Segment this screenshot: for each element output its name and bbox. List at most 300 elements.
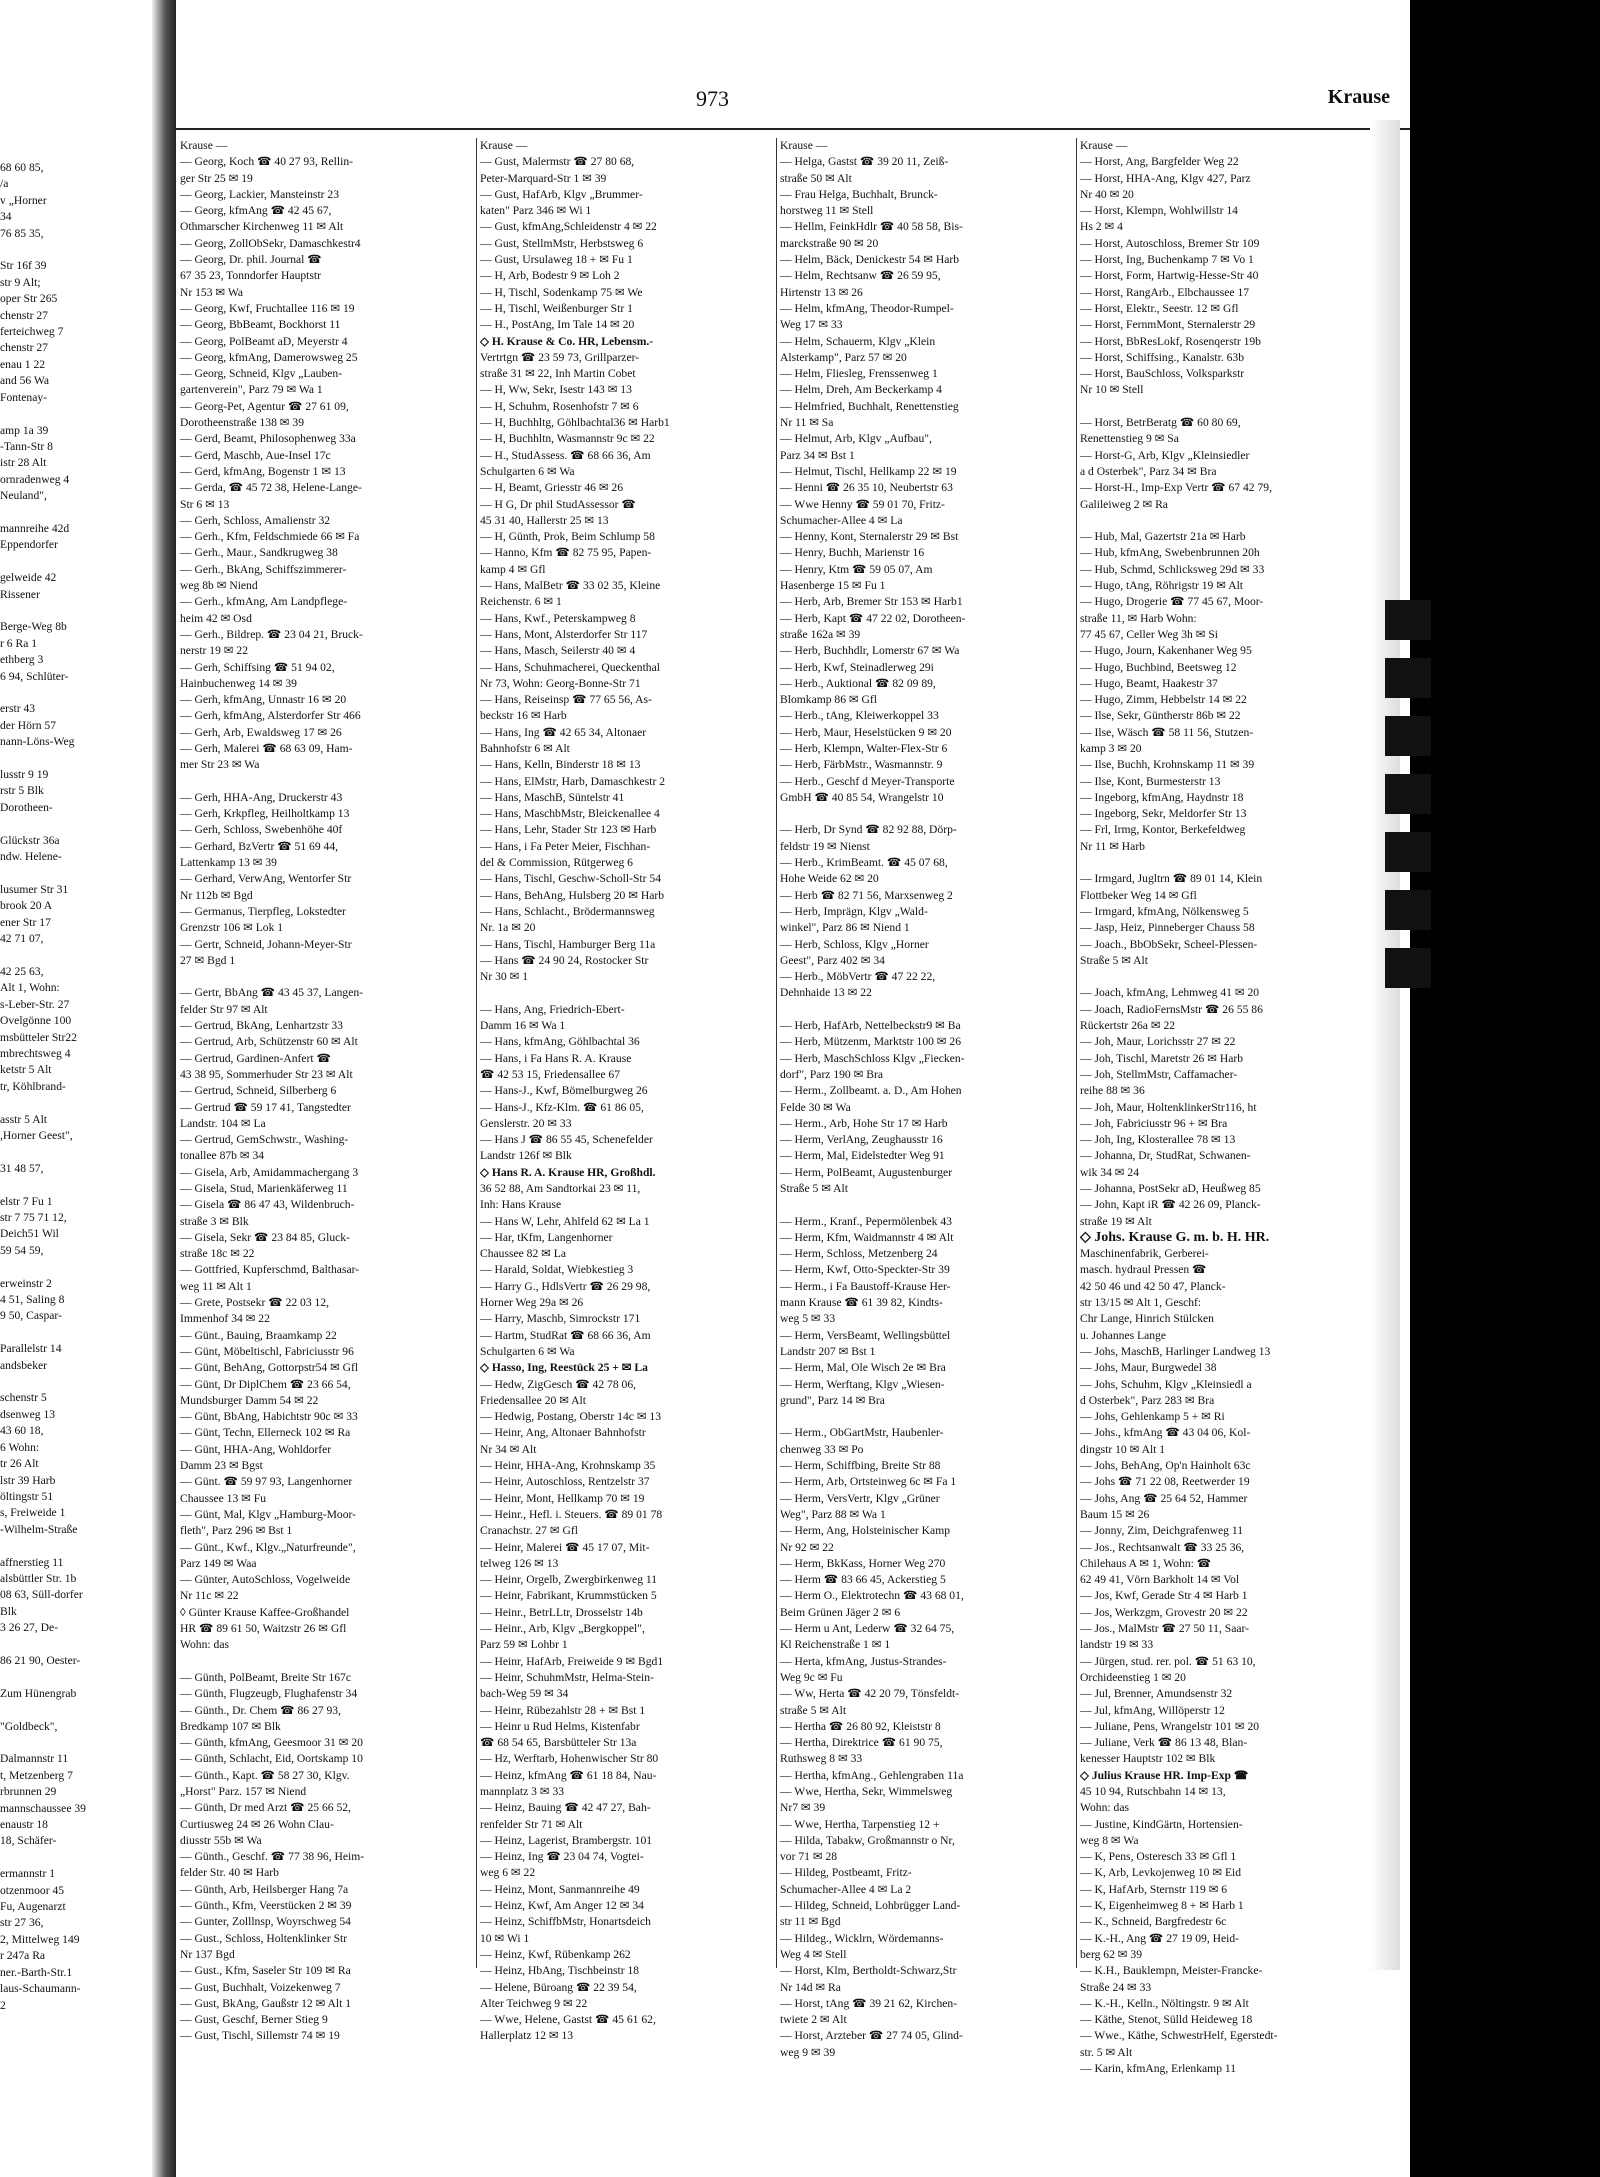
directory-entry-line: — H, Beamt, Griesstr 46 ✉ 26 — [480, 481, 624, 495]
directory-entry-line: — Horst, BetrBeratg ☎ 60 80 69, — [1080, 416, 1241, 430]
directory-entry-line: 36 52 88, Am Sandtorkai 23 ✉ 11, — [480, 1182, 641, 1195]
directory-entry-line: fleth", Parz 296 ✉ Bst 1 — [180, 1524, 293, 1538]
facing-page-line: 68 60 85, — [0, 161, 44, 174]
directory-entry-line: — Gertr, BbAng ☎ 43 45 37, Langen- — [180, 986, 364, 1000]
directory-entry-line: — Gerda, ☎ 45 72 38, Helene-Lange- — [180, 481, 362, 495]
directory-entry-line: — K, Arb, Levkojenweg 10 ✉ Eid — [1080, 1866, 1242, 1880]
directory-entry-line: — Wwe, Hertha, Tarpenstieg 12 + — [780, 1817, 940, 1831]
directory-entry-line: — Heinr, SchuhmMstr, Helma-Stein- — [480, 1670, 654, 1684]
directory-entry-line — [1080, 969, 1360, 985]
directory-entry-line: — Hub, kfmAng, Swebenbrunnen 20h — [1080, 546, 1260, 560]
directory-entry-line: — Hans, Kwf., Peterskampweg 8 — [480, 611, 636, 625]
directory-entry-line: — Heinr, Malerei ☎ 45 17 07, Mit- — [480, 1540, 650, 1554]
directory-entry-line: — Hans, i Fa Hans R. A. Krause — [480, 1051, 632, 1065]
directory-entry-line: Galileiweg 2 ✉ Ra — [1080, 497, 1168, 511]
directory-entry-line: 62 49 41, Vörn Barkholt 14 ✉ Vol — [1080, 1573, 1240, 1587]
directory-column-4 — [1080, 138, 1360, 2076]
directory-entry-line: — Gerh., BkAng, Schiffszimmerer- — [180, 562, 347, 576]
directory-entry-line: — Gerd, kfmAng, Bogenstr 1 ✉ 13 — [180, 464, 346, 478]
directory-entry-line: — Johanna, PostSekr aD, Heußweg 85 — [1080, 1182, 1261, 1195]
directory-entry-line: — Georg, PolBeamt aD, Meyerstr 4 — [180, 334, 348, 348]
directory-entry-line: — Johanna, Dr, StudRat, Schwanen- — [1080, 1149, 1251, 1163]
facing-page-line: elstr 7 Fu 1 — [0, 1194, 53, 1208]
directory-entry-line: Othmarscher Kirchenweg 11 ✉ Alt — [180, 220, 344, 234]
directory-entry-line: — Günt. ☎ 59 97 93, Langenhorner — [180, 1475, 353, 1489]
directory-entry-line: — Johs, Ang ☎ 25 64 52, Hammer — [1080, 1491, 1248, 1505]
directory-entry-line: mer Str 23 ✉ Wa — [180, 758, 260, 772]
directory-entry-line: — H, Buchhltn, Wasmannstr 9c ✉ 22 — [480, 432, 655, 446]
facing-page-line: Berge-Weg 8b — [0, 620, 67, 634]
directory-entry-line: Nr 73, Wohn: Georg-Bonne-Str 71 — [480, 676, 641, 690]
directory-entry-line: — Hertha, Direktrice ☎ 61 90 75, — [780, 1736, 943, 1750]
directory-entry-line: Straße 5 ✉ Alt — [780, 1182, 848, 1195]
directory-entry-line: — Hans, Tischl, Geschw-Scholl-Str 54 — [480, 872, 661, 886]
directory-entry-line: — Helm, Fliesleg, Frenssenweg 1 — [780, 367, 938, 381]
directory-entry-line — [180, 774, 460, 790]
directory-entry-line: tonallee 87b ✉ 34 — [180, 1149, 265, 1163]
directory-entry-line: — Wwe, Helene, Gastst ☎ 45 61 62, — [480, 2013, 656, 2027]
directory-entry-line: — Georg, BbBeamt, Bockhorst 11 — [180, 318, 341, 332]
directory-entry-line: — H., PostAng, Im Tale 14 ✉ 20 — [480, 318, 635, 332]
directory-entry-line: — Herb, Kwf, Steinadlerweg 29i — [780, 660, 934, 674]
directory-entry-line: gartenverein", Parz 79 ✉ Wa 1 — [180, 383, 323, 397]
directory-entry-line: — Gust, kfmAng,Schleidenstr 4 ✉ 22 — [480, 220, 657, 234]
column-header-label: Krause — — [480, 139, 528, 152]
directory-entry-line: — Har, tKfm, Langenhorner — [480, 1230, 613, 1244]
directory-entry-line: — Hartm, StudRat ☎ 68 66 36, Am — [480, 1328, 651, 1342]
directory-entry-line: Hallerplatz 12 ✉ 13 — [480, 2029, 574, 2043]
directory-entry-line: — Heinr, Autoschloss, Rentzelstr 37 — [480, 1475, 650, 1489]
directory-entry-line: — Horst, Schiffsing., Kanalstr. 63b — [1080, 350, 1245, 364]
directory-entry-line: — Ingeborg, Sekr, Meldorfer Str 13 — [1080, 807, 1247, 821]
directory-entry-line: — Hertha, kfmAng., Gehlengraben 11a — [780, 1768, 964, 1782]
directory-entry-line: — Herm O., Elektrotechn ☎ 43 68 01, — [780, 1589, 964, 1603]
directory-entry-line: — Horst, Form, Hartwig-Hesse-Str 40 — [1080, 269, 1259, 283]
directory-entry-line: — Horst, tAng ☎ 39 21 62, Kirchen- — [780, 1996, 958, 2010]
directory-entry-line: horstweg 11 ✉ Stell — [780, 204, 874, 218]
directory-entry-line — [480, 985, 760, 1001]
directory-entry-line: — Günth, PolBeamt, Breite Str 167c — [180, 1670, 351, 1684]
directory-entry-line: d Osterbek", Parz 283 ✉ Bra — [1080, 1393, 1215, 1407]
directory-entry-line: Blomkamp 86 ✉ Gfl — [780, 693, 877, 707]
directory-entry-line: — Hellm, FeinkHdlr ☎ 40 58 58, Bis- — [780, 220, 963, 234]
directory-entry-line: — Johs, BehAng, Op'n Hainholt 63c — [1080, 1459, 1251, 1473]
directory-entry-line: Friedensallee 20 ✉ Alt — [480, 1393, 586, 1407]
directory-entry-line: katen" Parz 346 ✉ Wi 1 — [480, 204, 592, 218]
facing-page-line: der Hörn 57 — [0, 718, 57, 732]
directory-entry-line: — Gerhard, VerwAng, Wentorfer Str — [180, 872, 352, 886]
directory-entry-line: Hs 2 ✉ 4 — [1080, 220, 1123, 234]
directory-entry-line: Hasenberge 15 ✉ Fu 1 — [780, 579, 886, 593]
page-header — [176, 86, 1410, 126]
facing-page-line — [0, 1850, 152, 1866]
facing-page-line: lusumer Str 31 — [0, 882, 69, 896]
directory-entry-line: — Herm u Ant, Lederw ☎ 32 64 75, — [780, 1622, 955, 1636]
facing-page-line: erstr 43 — [0, 702, 36, 716]
directory-entry-line — [180, 969, 460, 985]
facing-page-line: enaustr 18 — [0, 1818, 48, 1832]
directory-entry-line: Nr 11 ✉ Sa — [780, 416, 834, 430]
facing-page-line: Neuland", — [0, 489, 47, 503]
directory-entry-line: Baum 15 ✉ 26 — [1080, 1507, 1150, 1521]
directory-entry-line: — Hanno, Kfm ☎ 82 75 95, Papen- — [480, 546, 652, 560]
directory-entry-line: — Hans, Mont, Alsterdorfer Str 117 — [480, 627, 648, 641]
directory-entry-line: — H., StudAssess. ☎ 68 66 36, Am — [480, 448, 651, 462]
directory-columns — [180, 138, 1410, 2076]
thumb-index-marks — [1385, 600, 1445, 1900]
directory-entry-line: — Karin, kfmAng, Erlenkamp 11 — [1080, 2062, 1237, 2076]
facing-page-line: str 27 36, — [0, 1916, 44, 1930]
directory-entry-line: berg 62 ✉ 39 — [1080, 1947, 1142, 1961]
directory-entry-line: — Hertha ☎ 26 80 92, Kleiststr 8 — [780, 1719, 941, 1733]
facing-page-line: v „Horner — [0, 193, 47, 207]
directory-entry-line: chenweg 33 ✉ Po — [780, 1442, 864, 1456]
directory-entry-line: — Hans, ElMstr, Harb, Damaschkestr 2 — [480, 774, 665, 788]
facing-page-line: chenstr 27 — [0, 308, 48, 322]
directory-entry-line: — Herm, Ang, Holsteinischer Kamp — [780, 1524, 951, 1538]
directory-entry-line — [1080, 399, 1360, 415]
directory-entry-line: — Herb, Klempn, Walter-Flex-Str 6 — [780, 741, 948, 755]
directory-entry-line: — Günt, HHA-Ang, Wohldorfer — [180, 1442, 332, 1456]
directory-entry-line: — K, Eigenheimweg 8 + ✉ Harb 1 — [1080, 1899, 1244, 1913]
directory-entry-line: — Helmut, Arb, Klgv „Aufbau", — [780, 432, 932, 446]
directory-entry-line: — Herb, Dr Synd ☎ 82 92 88, Dörp- — [780, 823, 957, 837]
directory-entry-line: — Herm, BkKass, Horner Weg 270 — [780, 1556, 946, 1570]
directory-entry-line: — Gerh., Bildrep. ☎ 23 04 21, Bruck- — [180, 627, 363, 641]
directory-entry-line: — Gust., Schloss, Holtenklinker Str — [180, 1931, 348, 1945]
directory-entry-line: str. 5 ✉ Alt — [1080, 2045, 1133, 2059]
directory-entry-line: — Horst, Ang, Bargfelder Weg 22 — [1080, 155, 1239, 169]
facing-page-line — [0, 1177, 152, 1193]
directory-entry-line: — Hans, Schlacht., Brödermannsweg — [480, 904, 655, 918]
directory-entry-line: — Günth, Dr med Arzt ☎ 25 66 52, — [180, 1801, 351, 1815]
facing-page-line: alsbüttler Str. 1b — [0, 1571, 77, 1585]
directory-entry-line: 42 50 46 und 42 50 47, Planck- — [1080, 1279, 1226, 1293]
facing-page-line — [0, 406, 152, 422]
directory-entry-line: — Hildeg, Postbeamt, Fritz- — [780, 1866, 912, 1880]
directory-entry-line: dingstr 10 ✉ Alt 1 — [1080, 1442, 1166, 1456]
directory-entry-line: 10 ✉ Wi 1 — [480, 1931, 530, 1945]
directory-entry-line: Parz 34 ✉ Bst 1 — [780, 448, 855, 462]
directory-entry-line: Vertrtgn ☎ 23 59 73, Grillparzer- — [480, 350, 640, 364]
facing-page-line: 6 94, Schlüter- — [0, 669, 69, 683]
directory-entry-line: Weg 17 ✉ 33 — [780, 318, 843, 332]
directory-entry-line: — Hans, Ang, Friedrich-Ebert- — [480, 1002, 625, 1016]
facing-page-line: gelweide 42 — [0, 571, 57, 585]
facing-page-line: tr, Köhlbrand- — [0, 1079, 66, 1093]
column-divider — [1076, 138, 1077, 1968]
directory-entry-line: Landstr 126f ✉ Blk — [480, 1149, 572, 1163]
facing-page-line: Parallelstr 14 — [0, 1342, 62, 1356]
book-spine-shadow — [152, 0, 176, 2177]
directory-entry-line: — Jul, Brenner, Amundsenstr 32 — [1080, 1687, 1233, 1701]
directory-entry-line: — H, Günth, Prok, Beim Schlump 58 — [480, 530, 655, 544]
directory-entry-line: — Heinz, kfmAng ☎ 61 18 84, Nau- — [480, 1768, 657, 1782]
directory-entry-line: u. Johannes Lange — [1080, 1328, 1166, 1342]
directory-entry-line: Hainbuchenweg 14 ✉ 39 — [180, 676, 297, 690]
directory-entry-line: — Jos, Kwf, Gerade Str 4 ✉ Harb 1 — [1080, 1589, 1248, 1603]
directory-entry-line: Weg 4 ✉ Stell — [780, 1947, 847, 1961]
directory-entry-line: del & Commission, Rütgerweg 6 — [480, 856, 633, 870]
directory-entry-line: — Günt, Möbeltischl, Fabriciusstr 96 — [180, 1344, 354, 1358]
directory-entry-line: — Gisela, Arb, Amidammachergang 3 — [180, 1165, 359, 1179]
directory-entry-line: — Horst, Klempn, Wohlwillstr 14 — [1080, 204, 1238, 218]
directory-entry-line: — Horst, HHA-Ang, Klgv 427, Parz — [1080, 171, 1251, 185]
directory-entry-line: winkel", Parz 86 ✉ Niend 1 — [780, 921, 910, 935]
directory-entry-line: — Gerh., kfmAng, Am Landpflege- — [180, 595, 348, 609]
facing-page-line: 86 21 90, Oester- — [0, 1653, 81, 1667]
directory-entry-line: — H, Schuhm, Rosenhofstr 7 ✉ 6 — [480, 399, 639, 413]
directory-entry-line: — K.-H., Kelln., Nöltingstr. 9 ✉ Alt — [1080, 1996, 1249, 2010]
facing-page-line: Alt 1, Wohn: — [0, 981, 60, 995]
directory-entry-line: weg 8 ✉ Wa — [1080, 1833, 1139, 1847]
directory-entry-line: — Heinr., Hefl. i. Steuers. ☎ 89 01 78 — [480, 1507, 663, 1521]
directory-entry-line: Genslerstr. 20 ✉ 33 — [480, 1116, 572, 1130]
directory-entry-line: — Heinz, Ing ☎ 23 04 74, Vogtei- — [480, 1850, 644, 1864]
directory-entry-line: — Jos., Rechtsanwalt ☎ 33 25 36, — [1080, 1540, 1245, 1554]
directory-entry-line: — Hans, BehAng, Hulsberg 20 ✉ Harb — [480, 888, 665, 902]
facing-page-line: ,Horner Geest", — [0, 1128, 73, 1142]
facing-page-line: msbütteler Str22 — [0, 1030, 77, 1044]
facing-page-line — [0, 948, 152, 964]
facing-page-line: dsenweg 13 — [0, 1407, 56, 1421]
directory-entry-line: — Hans, MalBetr ☎ 33 02 35, Kleine — [480, 579, 661, 593]
directory-entry-line: Weg", Parz 88 ✉ Wa 1 — [780, 1507, 886, 1521]
facing-page-line: ornradenweg 4 — [0, 472, 70, 486]
facing-page-line: ener Str 17 — [0, 915, 51, 929]
directory-entry-line: — Joh, Maur, Lorichsstr 27 ✉ 22 — [1080, 1035, 1236, 1049]
facing-page-line: s, Freiweide 1 — [0, 1506, 66, 1520]
directory-entry-line: — Jonny, Zim, Deichgrafenweg 11 — [1080, 1524, 1244, 1538]
directory-entry-line: twiete 2 ✉ Alt — [780, 2013, 847, 2027]
directory-entry-line: — Harry, Maschb, Simrockstr 171 — [480, 1312, 641, 1326]
directory-entry-line: Reichenstr. 6 ✉ 1 — [480, 595, 562, 609]
directory-entry-line: — Johs, Gehlenkamp 5 + ✉ Ri — [1080, 1410, 1225, 1424]
directory-entry-line: Nr 11c ✉ 22 — [180, 1589, 239, 1603]
directory-entry-line: — Hans, MaschbMstr, Bleickenallee 4 — [480, 807, 660, 821]
directory-entry-line: — Günth., Kfm, Veerstücken 2 ✉ 39 — [180, 1899, 352, 1913]
facing-page-line: 43 60 18, — [0, 1424, 44, 1438]
directory-entry-line: — Herm, Kfm, Waidmannstr 4 ✉ Alt — [780, 1230, 954, 1244]
directory-entry-line: Dehnhaide 13 ✉ 22 — [780, 986, 872, 1000]
directory-entry-line: — Günt., Bauing, Braamkamp 22 — [180, 1328, 337, 1342]
directory-entry-line: — Günth., Dr. Chem ☎ 86 27 93, — [180, 1703, 341, 1717]
directory-entry-line: — Joach, RadioFernsMstr ☎ 26 55 86 — [1080, 1002, 1263, 1016]
directory-entry-line: Parz 149 ✉ Waa — [180, 1556, 257, 1570]
directory-entry-line: — Herb., MöbVertr ☎ 47 22 22, — [780, 970, 936, 984]
directory-entry-line: — Herb, FärbMstr., Wasmannstr. 9 — [780, 758, 943, 772]
facing-page-fragment — [0, 160, 152, 2012]
facing-page-line: Fu, Augenarzt — [0, 1900, 66, 1914]
directory-entry-line: — Herm, Mal, Ole Wisch 2e ✉ Bra — [780, 1361, 946, 1375]
directory-entry-line: — Günt, BbAng, Habichtstr 90c ✉ 33 — [180, 1410, 358, 1424]
directory-entry-line: — Herb, Arb, Bremer Str 153 ✉ Harb1 — [780, 595, 963, 609]
directory-entry-line: Immenhof 34 ✉ 22 — [180, 1312, 270, 1326]
directory-entry-line: — Heinz, Mont, Sanmannreihe 49 — [480, 1882, 640, 1896]
directory-entry-line: — Hans, MaschB, Süntelstr 41 — [480, 790, 625, 804]
facing-page-line: Ovelgönne 100 — [0, 1014, 72, 1028]
directory-entry-line: — Helm, kfmAng, Theodor-Rumpel- — [780, 301, 954, 315]
directory-entry-line: Mundsburger Damm 54 ✉ 22 — [180, 1393, 319, 1407]
facing-page-line: 6 Wohn: — [0, 1440, 40, 1454]
directory-entry-line: Bahnhofstr 6 ✉ Alt — [480, 741, 570, 755]
directory-entry-line: — Herb, MaschSchloss Klgv „Fiecken- — [780, 1051, 965, 1065]
facing-page-line: 2, Mittelweg 149 — [0, 1932, 80, 1946]
directory-entry-line: Nr 10 ✉ Stell — [1080, 383, 1144, 397]
directory-entry-line: — Horst, Elektr., Seestr. 12 ✉ Gfl — [1080, 301, 1239, 315]
directory-entry-line: beckstr 16 ✉ Harb — [480, 709, 567, 723]
directory-entry-line: — Juliane, Verk ☎ 86 13 48, Blan- — [1080, 1736, 1248, 1750]
directory-entry-line: ◇ Hans R. A. Krause HR, Großhdl. — [480, 1165, 656, 1179]
directory-entry-line: — Herm., Zollbeamt. a. D., Am Hohen — [780, 1084, 962, 1098]
directory-entry-line: — Heinr, Mont, Hellkamp 70 ✉ 19 — [480, 1491, 645, 1505]
directory-entry-line: — Ilse, Sekr, Güntherstr 86b ✉ 22 — [1080, 709, 1241, 723]
directory-entry-line: Schulgarten 6 ✉ Wa — [480, 464, 575, 478]
directory-entry-line: — Hub, Schmd, Schlicksweg 29d ✉ 33 — [1080, 562, 1265, 576]
directory-entry-line: — Herb, Schloss, Klgv „Horner — [780, 937, 929, 951]
directory-entry-line: — H, Tischl, Sodenkamp 75 ✉ We — [480, 285, 643, 299]
directory-entry-line: Rückertstr 26a ✉ 22 — [1080, 1019, 1176, 1033]
directory-entry-line: — Jos, Werkzgm, Grovestr 20 ✉ 22 — [1080, 1605, 1248, 1619]
directory-entry-line: — Gisela, Stud, Marienkäferweg 11 — [180, 1182, 348, 1195]
directory-entry-line: — Gust, Geschf, Berner Stieg 9 — [180, 2013, 328, 2027]
directory-entry-line: — John, Kapt iR ☎ 42 26 09, Planck- — [1080, 1198, 1261, 1212]
directory-entry-line: straße 18c ✉ 22 — [180, 1247, 255, 1261]
directory-entry-line — [780, 1409, 1060, 1425]
directory-entry-line: — Gust, Malermstr ☎ 27 80 68, — [480, 155, 635, 169]
directory-entry-line: str 11 ✉ Bgd — [780, 1915, 841, 1929]
directory-entry-line: — Gertrud ☎ 59 17 41, Tangstedter — [180, 1100, 351, 1114]
directory-entry-line: Alsterkamp", Parz 57 ✉ 20 — [780, 350, 907, 364]
directory-entry-line: — Gerh, Arb, Ewaldsweg 17 ✉ 26 — [180, 725, 342, 739]
directory-entry-line: Maschinenfabrik, Gerberei- — [1080, 1247, 1209, 1261]
facing-page-line: 3 26 27, De- — [0, 1621, 58, 1635]
directory-entry-line: — Gertrud, Schneid, Silberberg 6 — [180, 1084, 337, 1098]
directory-entry-line: Landstr 207 ✉ Bst 1 — [780, 1344, 876, 1358]
facing-page-line: nann-Löns-Weg — [0, 735, 75, 749]
directory-entry-line: — Gerh., Kfm, Feldschmiede 66 ✉ Fa — [180, 530, 360, 544]
directory-entry-line: — Grete, Postsekr ☎ 22 03 12, — [180, 1296, 330, 1310]
directory-entry-line: weg 6 ✉ 22 — [480, 1866, 536, 1880]
directory-entry-line: 43 38 95, Sommerhuder Str 23 ✉ Alt — [180, 1067, 353, 1081]
directory-entry-line: — Johs, Schuhm, Klgv „Kleinsiedl a — [1080, 1377, 1252, 1391]
directory-entry-line: — Horst, Arzteber ☎ 27 74 05, Glind- — [780, 2029, 963, 2043]
directory-entry-line: Nr 137 Bgd — [180, 1947, 235, 1961]
directory-entry-line: — Hans, Masch, Seilerstr 40 ✉ 4 — [480, 644, 636, 658]
directory-entry-line: — Heinr., Arb, Klgv „Bergkoppel", — [480, 1622, 645, 1636]
facing-page-line: istr 28 Alt — [0, 456, 47, 470]
directory-entry-line: — Georg, Dr. phil. Journal ☎ — [180, 253, 322, 267]
facing-page-line: tr 26 Alt — [0, 1457, 39, 1471]
facing-page-line — [0, 1374, 152, 1390]
directory-entry-line: kamp 3 ✉ 20 — [1080, 741, 1142, 755]
directory-entry-line: — Irmgard, Jugltrn ☎ 89 01 14, Klein — [1080, 872, 1263, 886]
facing-page-line: s-Leber-Str. 27 — [0, 997, 70, 1011]
directory-entry-line: Hohe Weide 62 ✉ 20 — [780, 872, 879, 886]
facing-page-line: otzenmoor 45 — [0, 1883, 65, 1897]
directory-entry-line: — Ingeborg, kfmAng, Haydnstr 18 — [1080, 790, 1244, 804]
directory-entry-line: Grenzstr 106 ✉ Lok 1 — [180, 921, 284, 935]
facing-page-line: /a — [0, 177, 9, 191]
directory-entry-line: — Hans ☎ 24 90 24, Rostocker Str — [480, 953, 649, 967]
directory-entry-line: — Gerd, Beamt, Philosophenweg 33a — [180, 432, 356, 446]
directory-entry-line: — Gisela ☎ 86 47 43, Wildenbruch- — [180, 1198, 355, 1212]
facing-page-line: asstr 5 Alt — [0, 1112, 48, 1126]
directory-entry-line: — Herm., i Fa Baustoff-Krause Her- — [780, 1279, 951, 1293]
facing-page-line — [0, 685, 152, 701]
directory-entry-line: — Helene, Büroang ☎ 22 39 54, — [480, 1980, 637, 1994]
directory-entry-line: — Hans-J., Kwf, Bömelburgweg 26 — [480, 1084, 648, 1098]
directory-entry-line: „Horst" Parz. 157 ✉ Niend — [180, 1784, 307, 1798]
directory-entry-line: weg 5 ✉ 33 — [780, 1312, 836, 1326]
facing-page-line: Dorotheen- — [0, 800, 53, 814]
directory-entry-line: str 13/15 ✉ Alt 1, Geschf: — [1080, 1296, 1202, 1310]
facing-page-line — [0, 1702, 152, 1718]
facing-page-line: -Tann-Str 8 — [0, 439, 53, 453]
directory-entry-line: Dorotheenstraße 138 ✉ 39 — [180, 416, 305, 430]
directory-entry-line: — Herm, VersVertr, Klgv „Grüner — [780, 1491, 940, 1505]
directory-entry-line: straße 19 ✉ Alt — [1080, 1214, 1152, 1228]
directory-entry-line: Nr 34 ✉ Alt — [480, 1442, 537, 1456]
directory-entry-line: Chaussee 82 ✉ La — [480, 1247, 567, 1261]
facing-page-line: ketstr 5 Alt — [0, 1063, 52, 1077]
directory-entry-line: — Joach., BbObSekr, Scheel-Plessen- — [1080, 937, 1258, 951]
directory-entry-line: — Johs, Maur, Burgwedel 38 — [1080, 1361, 1217, 1375]
facing-page-line: lusstr 9 19 — [0, 768, 49, 782]
facing-page-line: 18, Schäfer- — [0, 1834, 57, 1848]
directory-entry-line: — Hugo, Drogerie ☎ 77 45 67, Moor- — [1080, 595, 1264, 609]
facing-page-line: mbrechtsweg 4 — [0, 1046, 71, 1060]
column-divider — [476, 138, 477, 1968]
directory-entry-line: Cranachstr. 27 ✉ Gfl — [480, 1524, 578, 1538]
directory-entry-line: weg 8b ✉ Niend — [180, 579, 258, 593]
directory-entry-line: — Hans, Kelln, Binderstr 18 ✉ 13 — [480, 758, 641, 772]
directory-entry-line: — Helm, Dreh, Am Beckerkamp 4 — [780, 383, 942, 397]
directory-entry-line: 67 35 23, Tonndorfer Hauptstr — [180, 269, 321, 283]
directory-entry-line: — Herm, VerlAng, Zeughausstr 16 — [780, 1133, 943, 1147]
directory-entry-line: — Jürgen, stud. rer. pol. ☎ 51 63 10, — [1080, 1654, 1256, 1668]
directory-entry-line: — Günth, Arb, Heilsberger Hang 7a — [180, 1882, 349, 1896]
facing-page-line: affnerstieg 11 — [0, 1555, 64, 1569]
directory-entry-line: — Gerhard, BzVertr ☎ 51 69 44, — [180, 839, 339, 853]
directory-entry-line: — Georg, kfmAng, Damerowsweg 25 — [180, 350, 358, 364]
directory-entry-line: — Horst, RangArb., Elbchaussee 17 — [1080, 285, 1250, 299]
directory-entry-line: — Hans, Tischl, Hamburger Berg 11a — [480, 937, 656, 951]
directory-entry-line: — Georg-Pet, Agentur ☎ 27 61 09, — [180, 399, 349, 413]
directory-entry-line: straße 50 ✉ Alt — [780, 171, 852, 185]
directory-entry-line: — Herm, Arb, Ortsteinweg 6c ✉ Fa 1 — [780, 1475, 957, 1489]
facing-page-line — [0, 751, 152, 767]
facing-page-line: ethberg 3 — [0, 653, 44, 667]
directory-entry-line: — Joach, kfmAng, Lehmweg 41 ✉ 20 — [1080, 986, 1260, 1000]
facing-page-line — [0, 1325, 152, 1341]
directory-entry-line: Nr 153 ✉ Wa — [180, 285, 243, 299]
facing-page-line — [0, 554, 152, 570]
directory-entry-line: Horner Weg 29a ✉ 26 — [480, 1296, 584, 1310]
facing-page-line: ner.-Barth-Str.1 — [0, 1965, 73, 1979]
directory-entry-line: — Gust, Ursulaweg 18 + ✉ Fu 1 — [480, 253, 633, 267]
directory-entry-line: — Käthe, Stenot, Sülld Heideweg 18 — [1080, 2013, 1253, 2027]
directory-entry-line: Nr. 1a ✉ 20 — [480, 921, 536, 935]
directory-entry-line — [180, 1654, 460, 1670]
directory-entry-line: — Günt, Techn, Ellerneck 102 ✉ Ra — [180, 1426, 351, 1440]
directory-entry-line: Schumacher-Allee 4 ✉ La 2 — [780, 1882, 912, 1896]
facing-page-line — [0, 816, 152, 832]
directory-entry-line: — Günter, AutoSchloss, Vogelweide — [180, 1573, 351, 1587]
directory-entry-line: — K., Schneid, Bargfredestr 6c — [1080, 1915, 1227, 1929]
facing-page-line: chenstr 27 — [0, 341, 48, 355]
directory-entry-line: — Heinz, SchiffbMstr, Honartsdeich — [480, 1915, 651, 1929]
